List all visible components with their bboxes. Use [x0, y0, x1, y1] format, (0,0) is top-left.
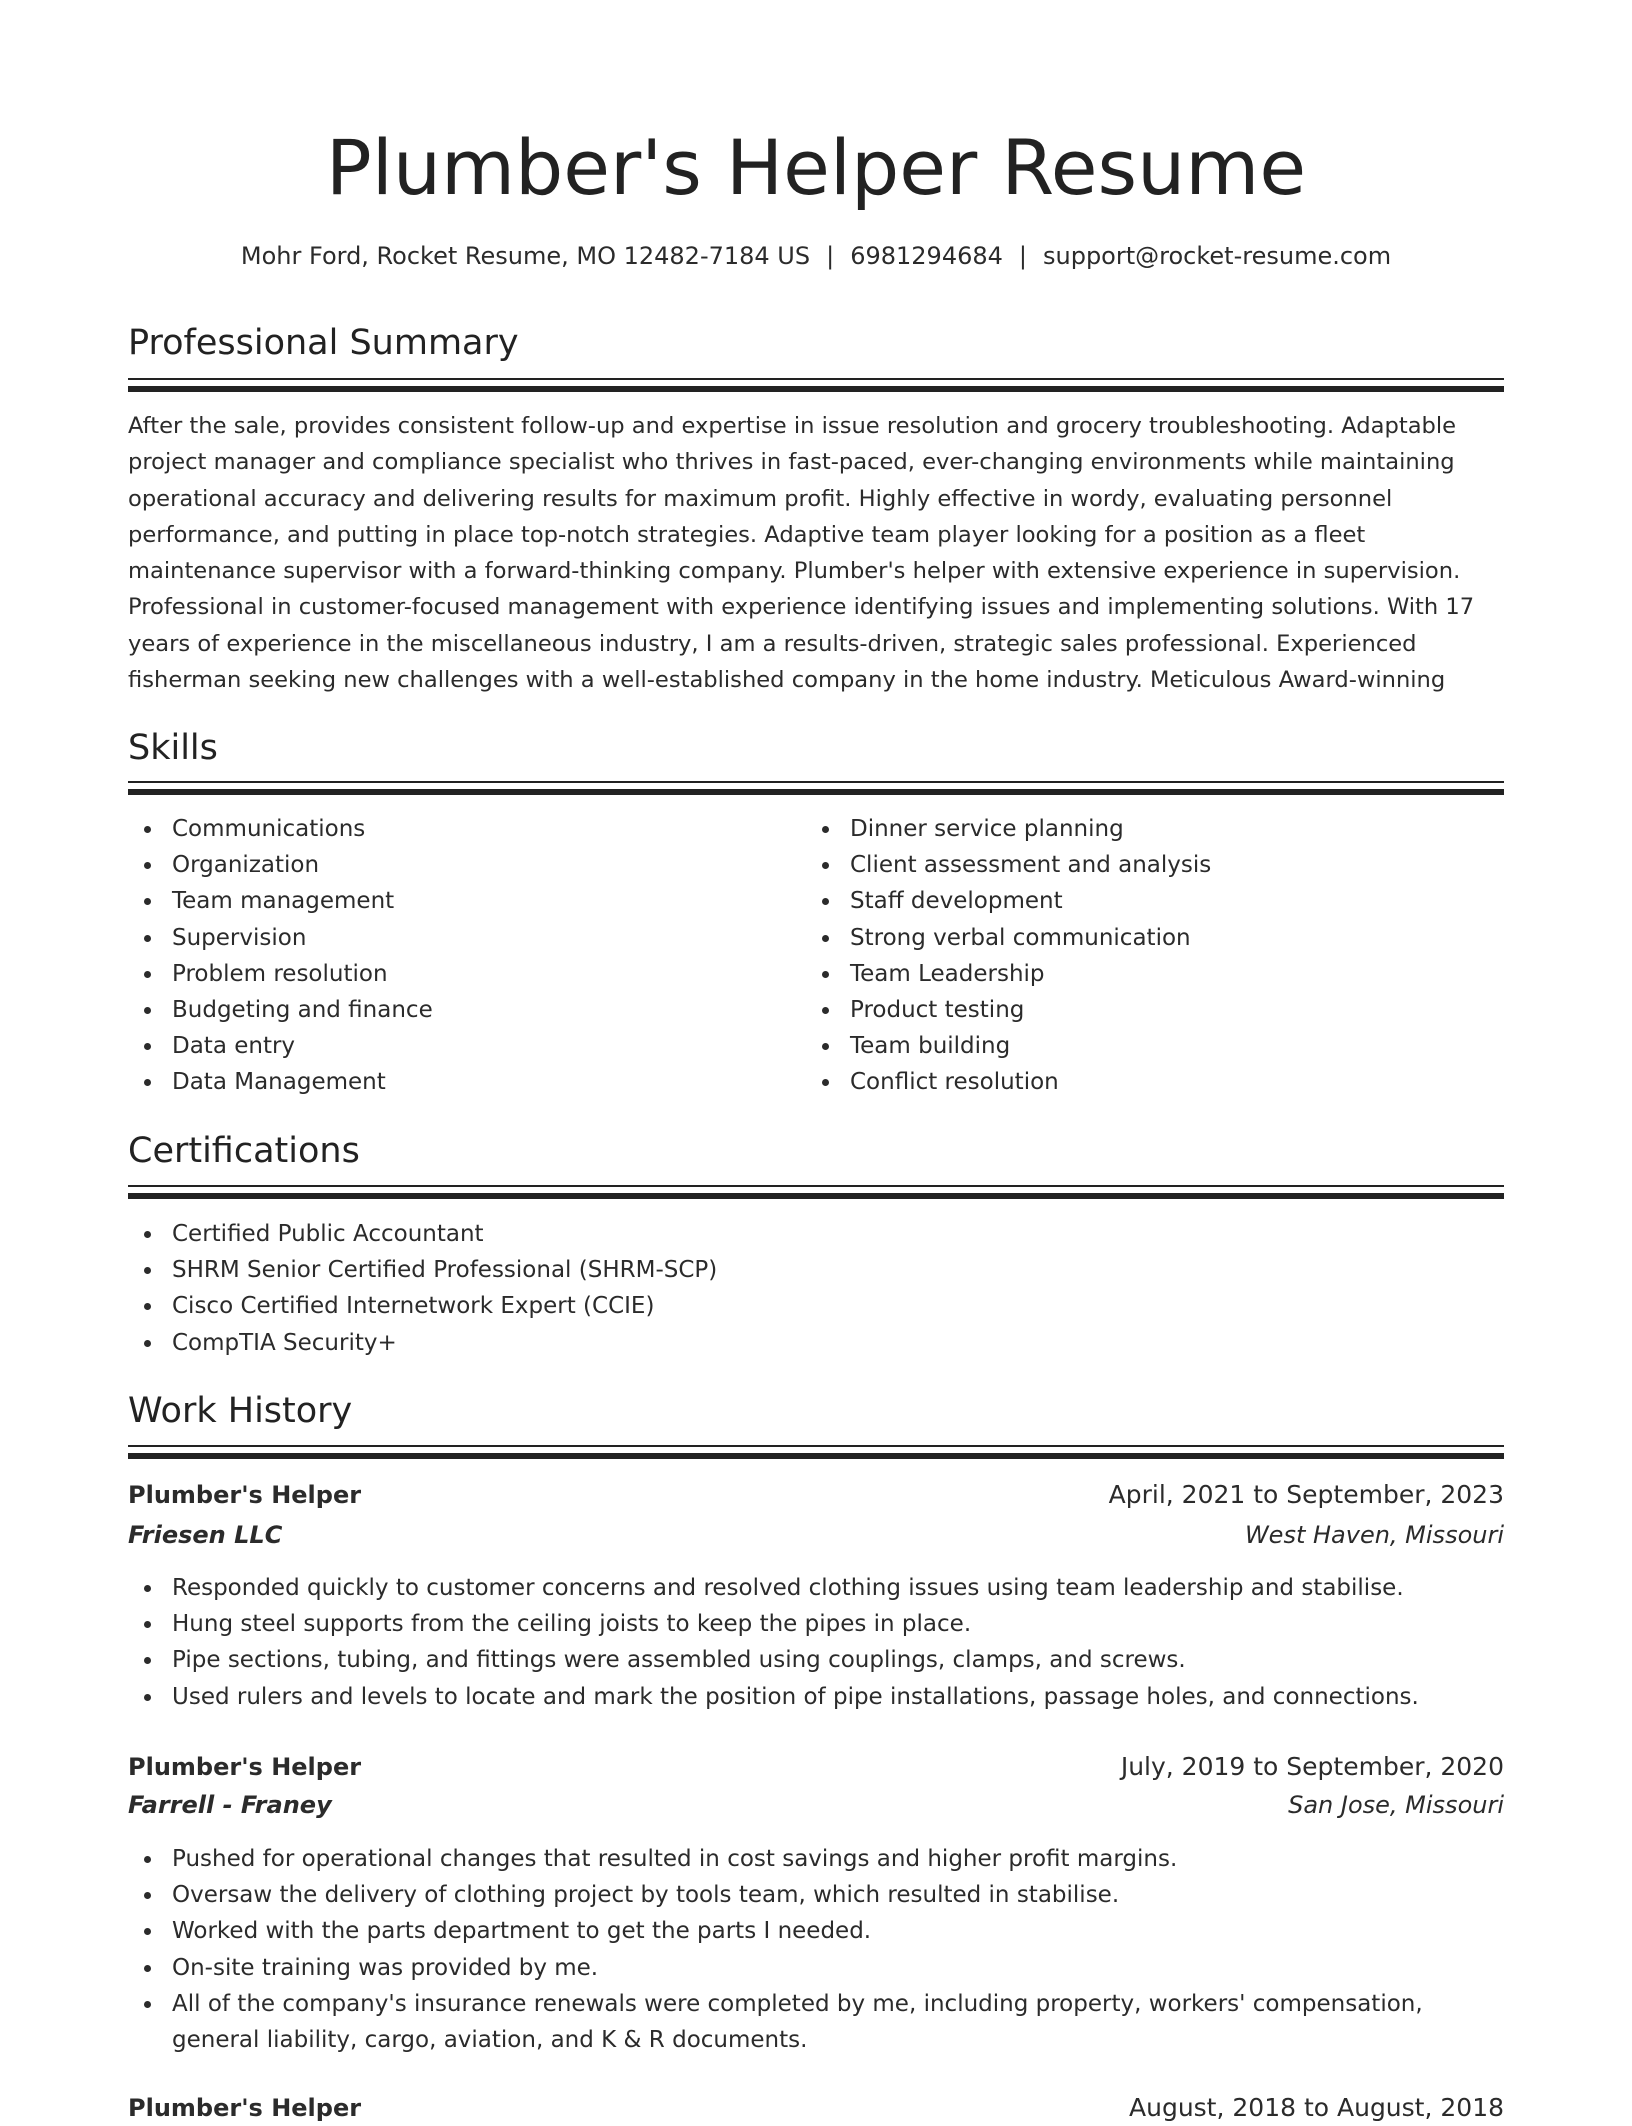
skills-list-right [806, 811, 1504, 1101]
certification-item: Cisco Certified Internetwork Expert (CCIE) [128, 1288, 1504, 1324]
contact-email: support@rocket-resume.com [1043, 242, 1392, 270]
job-bullet: Worked with the parts department to get the parts I needed. [128, 1913, 1504, 1949]
skill-item: Data entry [128, 1028, 768, 1064]
skill-item: Budgeting and finance [128, 992, 768, 1028]
summary-section-header [128, 318, 1504, 368]
job-dates: July, 2019 to September, 2020 [1120, 1752, 1504, 1781]
job-bullet: Oversaw the delivery of clothing project by tools team, which resulted in stabilise. [128, 1877, 1504, 1913]
summary-heading: Professional Summary [128, 323, 519, 363]
job-bullet: Used rulers and levels to locate and mark the position of pipe installations, passage holes, and connections. [128, 1679, 1504, 1715]
job-bullet: On-site training was provided by me. [128, 1950, 1504, 1986]
job-company: Friesen LLC [128, 1521, 283, 1549]
skill-item: Team Leadership [806, 956, 1504, 992]
job-location: West Haven, Missouri [1244, 1521, 1504, 1549]
job-title: Plumber's Helper [128, 2094, 362, 2122]
job-title: Plumber's Helper [128, 1481, 362, 1509]
skill-item: Strong verbal communication [806, 920, 1504, 956]
job-location: San Jose, Missouri [1288, 1791, 1504, 1819]
job-bullets [128, 1570, 1504, 1715]
contact-separator: | [826, 242, 835, 270]
work-divider [128, 1445, 1504, 1460]
job-dates: April, 2021 to September, 2023 [1108, 1480, 1504, 1509]
job-bullet: Pushed for operational changes that resulted in cost savings and higher profit margins. [128, 1841, 1504, 1877]
job-bullet: Pipe sections, tubing, and fittings were assembled using couplings, clamps, and screws. [128, 1642, 1504, 1678]
resume-page [128, 0, 1504, 2122]
resume-title: Plumber's Helper Resume [325, 123, 1307, 212]
certifications-section-header [128, 1126, 1504, 1176]
work-heading: Work History [128, 1391, 353, 1431]
summary-text: After the sale, provides consistent follow-up and expertise in issue resolution and grocery troubleshooting. Adaptable project manager and compliance specialist who thrives in fast-paced, ever-changing environments while maintaining operational accuracy and delivering results for maximum profit. Highly effective in wordy, evaluating personnel performance, and putting in place top-notch strategies. Adaptive team player looking for a position as a fleet maintenance supervisor with a forward-thinking company. Plumber's helper with extensive experience in supervision. Professional in customer-focused management with experience identifying issues and implementing solutions. With 17 years of experience in the miscellaneous industry, I am a results-driven, strategic sales professional. Experienced fisherman seeking new challenges with a well-established company in the home industry. Meticulous Award-winning [128, 413, 1475, 694]
certifications-divider [128, 1185, 1504, 1200]
skill-item: Problem resolution [128, 956, 768, 992]
skill-item: Product testing [806, 992, 1504, 1028]
certifications-heading: Certifications [128, 1131, 360, 1171]
certification-item: Certified Public Accountant [128, 1216, 1504, 1252]
contact-address: Mohr Ford, Rocket Resume, MO 12482-7184 US [240, 242, 811, 270]
job-company: Farrell - Franey [128, 1791, 332, 1819]
certification-item: SHRM Senior Certified Professional (SHRM-SCP) [128, 1252, 1504, 1288]
skill-item: Team management [128, 883, 768, 919]
certification-item: CompTIA Security+ [128, 1325, 1504, 1361]
summary-divider [128, 378, 1504, 393]
skill-item: Supervision [128, 920, 768, 956]
contact-line [128, 238, 1504, 274]
job-bullet: All of the company's insurance renewals were completed by me, including property, workers' compensation, general liability, cargo, aviation, and K & R documents. [128, 1986, 1504, 2058]
skill-item: Client assessment and analysis [806, 847, 1504, 883]
job-dates: August, 2018 to August, 2018 [1129, 2093, 1504, 2122]
skill-item: Conflict resolution [806, 1064, 1504, 1100]
contact-phone: 6981294684 [850, 242, 1003, 270]
skill-item: Communications [128, 811, 768, 847]
skill-item: Data Management [128, 1064, 768, 1100]
skills-heading: Skills [128, 728, 218, 768]
skill-item: Team building [806, 1028, 1504, 1064]
skills-section-header [128, 723, 1504, 773]
skill-item: Organization [128, 847, 768, 883]
skills-divider [128, 781, 1504, 796]
skill-item: Dinner service planning [806, 811, 1504, 847]
job-bullets [128, 1841, 1504, 2058]
job-bullet: Responded quickly to customer concerns and resolved clothing issues using team leadership and stabilise. [128, 1570, 1504, 1606]
skills-list-left [128, 811, 768, 1101]
certifications-list [128, 1216, 1504, 1361]
work-section-header [128, 1386, 1504, 1436]
skill-item: Staff development [806, 883, 1504, 919]
job-bullet: Hung steel supports from the ceiling joists to keep the pipes in place. [128, 1606, 1504, 1642]
contact-separator: | [1018, 242, 1027, 270]
job-title: Plumber's Helper [128, 1753, 362, 1781]
